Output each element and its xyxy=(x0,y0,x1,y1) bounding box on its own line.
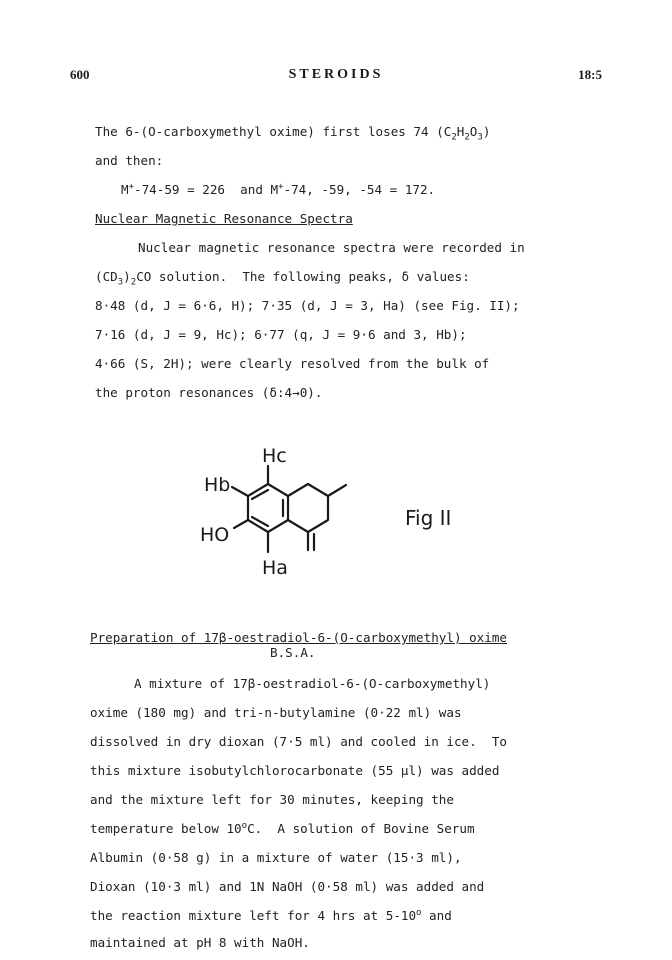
prep-line-8: Dioxan (10·3 ml) and 1N NaOH (0·58 ml) was added and xyxy=(90,879,485,894)
nmr-line-3: 8·48 (d, J = 6·6, H); 7·35 (d, J = 3, Ha) (see Fig. II); xyxy=(95,298,520,313)
label-ho: HO xyxy=(200,524,230,546)
volume-issue: 18:5 xyxy=(578,67,602,82)
figure-caption: Fig II xyxy=(405,506,452,530)
fragment-equation: M+-74-59 = 226 and M+-74, -59, -54 = 172. xyxy=(121,181,436,197)
nmr-heading: Nuclear Magnetic Resonance Spectra xyxy=(95,211,353,226)
prep-line-6: temperature below 10$^o$C. A solution of Bovine Serum xyxy=(90,820,475,836)
prep-line-7: Albumin (0·58 g) in a mixture of water (15·3 ml), xyxy=(90,850,462,865)
prep-line-2: oxime (180 mg) and tri-n-butylamine (0·22 ml) was xyxy=(90,705,462,720)
prep-line-1: A mixture of 17β-oestradiol-6-(O-carboxymethyl) xyxy=(134,676,491,691)
nmr-line-5: 4·66 (S, 2H); were clearly resolved from the bulk of xyxy=(95,356,490,371)
bond-hb xyxy=(232,487,248,496)
mass-loss-line: The 6-(O-carboxymethyl oxime) first loses 74 $(C_2H_2O_3)$ xyxy=(95,124,491,143)
nmr-line-4: 7·16 (d, J = 9, Hc); 6·77 (q, J = 9·6 and 3, Hb); xyxy=(95,327,467,342)
steroid-structure-drawing xyxy=(190,438,390,598)
nmr-line-6: the proton resonances (δ:4→0). xyxy=(95,385,323,400)
prep-line-9: the reaction mixture left for 4 hrs at 5-10$^o$ and xyxy=(90,907,452,923)
label-ha: Ha xyxy=(262,557,288,579)
prep-heading: Preparation of 17β-oestradiol-6-(O-carboxymethyl) oxime xyxy=(90,630,508,645)
journal-title: STEROIDS xyxy=(288,67,384,82)
label-hc: Hc xyxy=(262,445,287,467)
bond-ho xyxy=(234,520,248,528)
nmr-line-1: Nuclear magnetic resonance spectra were recorded in xyxy=(138,240,525,255)
label-hb: Hb xyxy=(204,474,231,496)
steroid-structure-figure xyxy=(190,438,390,598)
document-page: STEROIDS 600 18:5 The 6-(O-carboxymethyl oxime) first loses 74 $(C_2H_2O_3)$ and then: M+-74-59 = 226 and M+-74, -59, -54 = 172. Nuclear Magnetic Resonance Spectra Nuclear magnetic resonance spectra were recorded in $(CD_3)_2CO$ solution. The following peaks, δ values: 8·48 (d, J = 6·6, H); 7·35 (d, J = 3, Ha) (see Fig. II); 7·16 (d, J = 9, Hc); 6·77 (q, J = 9·6 and 3, Hb); 4·66 (S, 2H); were clearly resolved from the bulk of the proton resonances (δ:4→0). Hc Hb HO Ha Fig II Preparation of 17β-oestradiol-6-(O-carboxymethyl) oxime B.S.A. A mixture of 17β-oestradiol-6-(O-carboxymethyl) oxime (180 mg) and tri-n-butylamine (0·22 ml) was dissolved in dry dioxan (7·5 ml) and cooled in ice. To this mixture isobutylchlorocarbonate (55 µl) was added and the mixture left for 30 minutes, keeping the temperature below 10$^o$C. A solution of Bovine Serum Albumin (0·58 g) in a mixture of water (15·3 ml), Dioxan (10·3 ml) and 1N NaOH (0·58 ml) was added and the reaction mixture left for 4 hrs at 5-10$^o$ and maintained at pH 8 with NaOH. xyxy=(0,0,672,960)
prep-line-10: maintained at pH 8 with NaOH. xyxy=(90,935,310,950)
prep-line-5: and the mixture left for 30 minutes, keeping the xyxy=(90,792,454,807)
prep-line-4: this mixture isobutylchlorocarbonate (55 µl) was added xyxy=(90,763,500,778)
ring-c-stub xyxy=(328,485,346,496)
nmr-line-2: $(CD_3)_2CO$ solution. The following peaks, δ values: xyxy=(95,269,470,288)
ring-b xyxy=(288,484,328,532)
then-line: and then: xyxy=(95,153,164,168)
prep-line-3: dissolved in dry dioxan (7·5 ml) and cooled in ice. To xyxy=(90,734,508,749)
page-number: 600 xyxy=(70,67,90,82)
